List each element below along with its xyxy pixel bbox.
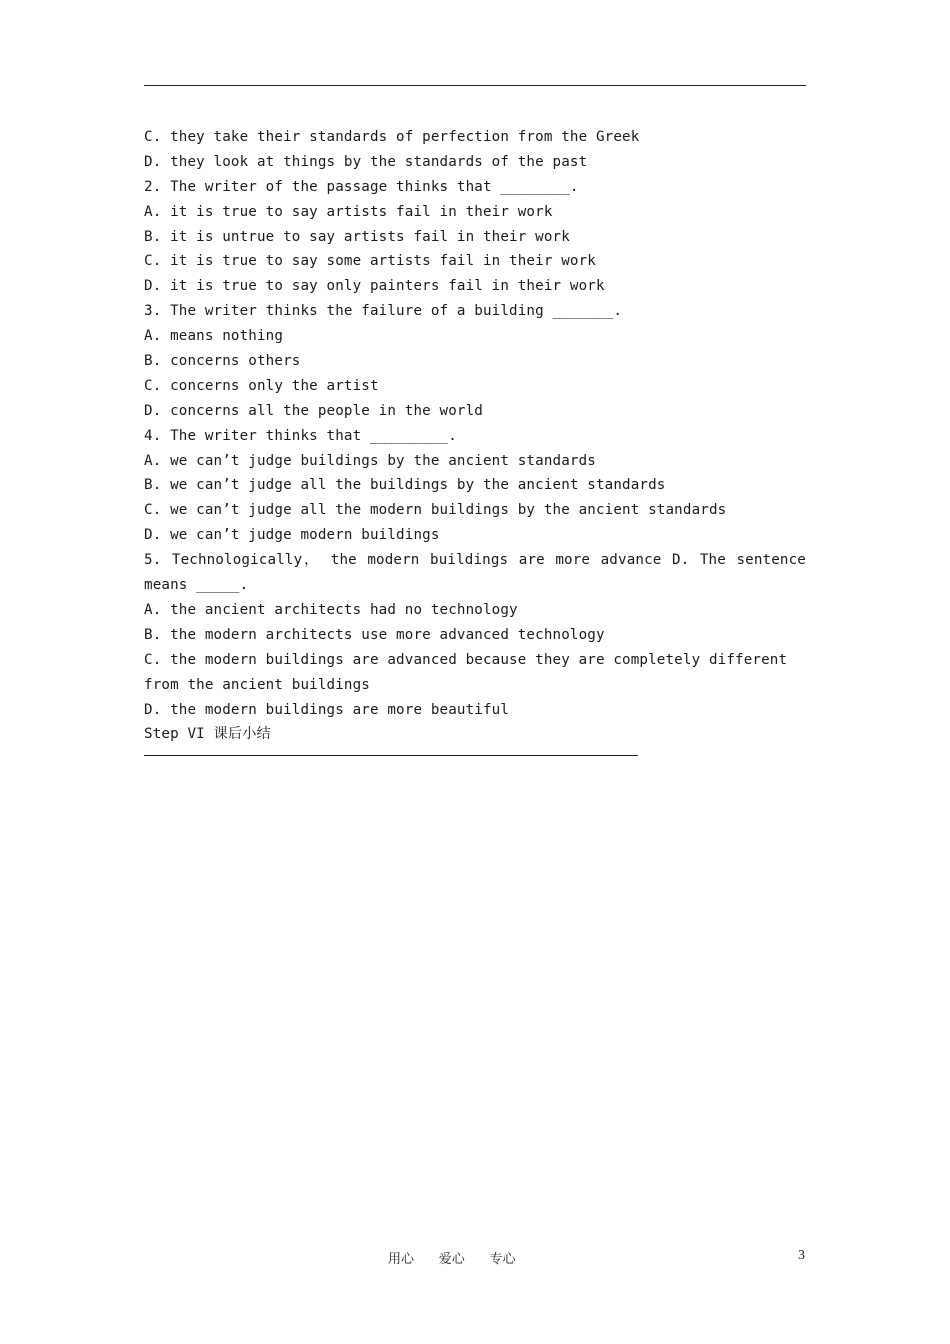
option-line: D. we can’t judge modern buildings	[144, 527, 440, 544]
option-line: C. we can’t judge all the modern buildings by the ancient standards	[144, 502, 727, 519]
step-heading: Step VI 课后小结	[144, 726, 271, 743]
option-line: B. concerns others	[144, 353, 301, 370]
option-line: D. concerns all the people in the world	[144, 402, 483, 419]
question-line: 2. The writer of the passage thinks that ________.	[144, 178, 579, 195]
question-5-line: 5. Technologically， the modern buildings are more advance D. The sentence	[144, 552, 806, 569]
option-line: C. concerns only the artist	[144, 377, 379, 394]
option-line: C. they take their standards of perfection from the Greek	[144, 129, 640, 145]
question-line: 3. The writer thinks the failure of a building _______.	[144, 303, 623, 320]
document-body	[144, 125, 806, 756]
option-line: A. means nothing	[144, 328, 284, 345]
page-footer	[0, 1248, 950, 1268]
header-rule	[144, 85, 806, 86]
question-line: 4. The writer thinks that _________.	[144, 427, 457, 444]
option-line: A. we can’t judge buildings by the ancient standards	[144, 452, 596, 469]
question-5-continuation: means _____.	[144, 577, 249, 594]
footer-motto: 用心 爱心 专心	[388, 1252, 516, 1267]
option-line: B. the modern architects use more advanced technology	[144, 626, 605, 643]
option-line: D. they look at things by the standards of the past	[144, 153, 588, 170]
page-number: 3	[798, 1248, 805, 1263]
option-line: A. the ancient architects had no technology	[144, 601, 518, 618]
option-line: B. it is untrue to say artists fail in their work	[144, 228, 570, 245]
answer-blank-line	[144, 755, 638, 756]
option-line: A. it is true to say artists fail in their work	[144, 203, 553, 220]
option-line: D. the modern buildings are more beautiful	[144, 701, 510, 718]
option-line: B. we can’t judge all the buildings by the ancient standards	[144, 477, 666, 494]
option-line-wrapped: C. the modern buildings are advanced because they are completely different from the ancient buildings	[144, 651, 788, 693]
option-line: C. it is true to say some artists fail in their work	[144, 253, 596, 270]
option-line: D. it is true to say only painters fail in their work	[144, 278, 605, 295]
